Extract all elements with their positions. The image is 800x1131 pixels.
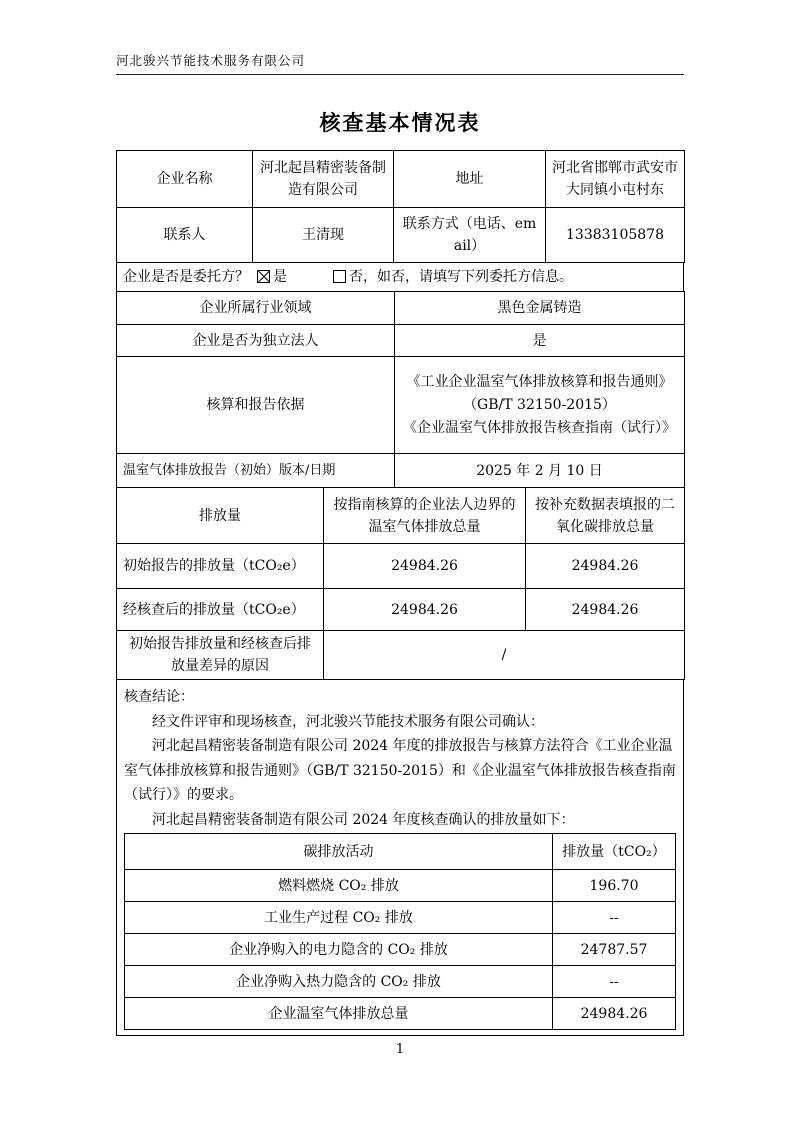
attributes-table bbox=[116, 291, 685, 488]
contact-label: 联系人 bbox=[117, 208, 253, 263]
delegate-question-table bbox=[116, 262, 684, 292]
initial-emission-guideline-value: 24984.26 bbox=[324, 544, 526, 589]
purchased-electricity-value: 24787.57 bbox=[553, 934, 676, 966]
table-row bbox=[117, 357, 685, 454]
table-row bbox=[125, 870, 676, 902]
verified-emission-guideline-value: 24984.26 bbox=[324, 589, 526, 631]
contact-method-label: 联系方式（电话、email） bbox=[394, 208, 546, 263]
industry-value: 黑色金属铸造 bbox=[395, 292, 685, 325]
verified-emission-supplementary-value: 24984.26 bbox=[526, 589, 685, 631]
legal-entity-value: 是 bbox=[395, 325, 685, 357]
industrial-process-label: 工业生产过程 CO₂ 排放 bbox=[125, 902, 553, 934]
checked-checkbox-icon bbox=[257, 270, 270, 283]
table-row bbox=[117, 292, 685, 325]
company-name-label: 企业名称 bbox=[117, 151, 253, 208]
delegate-yes-label: 是 bbox=[273, 269, 287, 285]
emissions-col2-header: 按指南核算的企业法人边界的温室气体排放总量 bbox=[324, 488, 526, 544]
contact-method-value: 13383105878 bbox=[546, 208, 685, 263]
unchecked-checkbox-icon bbox=[333, 270, 346, 283]
company-name-value: 河北起昌精密装备制造有限公司 bbox=[253, 151, 394, 208]
basic-info-table bbox=[116, 150, 685, 263]
page-number: 1 bbox=[395, 1042, 405, 1057]
total-ghg-label: 企业温室气体排放总量 bbox=[125, 998, 553, 1030]
table-row bbox=[125, 966, 676, 998]
initial-emission-supplementary-value: 24984.26 bbox=[526, 544, 685, 589]
table-row bbox=[117, 544, 685, 589]
fuel-combustion-value: 196.70 bbox=[553, 870, 676, 902]
table-row bbox=[125, 902, 676, 934]
amount-column-header: 排放量（tCO₂） bbox=[553, 834, 676, 870]
purchased-electricity-label: 企业净购入的电力隐含的 CO₂ 排放 bbox=[125, 934, 553, 966]
purchased-heat-label: 企业净购入热力隐含的 CO₂ 排放 bbox=[125, 966, 553, 998]
emissions-comparison-table bbox=[116, 487, 685, 680]
table-row bbox=[117, 680, 684, 1036]
difference-reason-value: / bbox=[324, 631, 685, 680]
table-row bbox=[125, 934, 676, 966]
industry-label: 企业所属行业领域 bbox=[117, 292, 395, 325]
conclusion-cell bbox=[117, 680, 684, 1036]
conclusion-paragraph: 河北起昌精密装备制造有限公司 2024 年度核查确认的排放量如下： bbox=[152, 811, 575, 828]
table-row bbox=[117, 454, 685, 488]
initial-emission-label: 初始报告的排放量（tCO₂e） bbox=[117, 544, 324, 589]
fuel-combustion-label: 燃料燃烧 CO₂ 排放 bbox=[125, 870, 553, 902]
table-header-row bbox=[125, 834, 676, 870]
conclusion-table bbox=[116, 679, 684, 1036]
legal-entity-label: 企业是否为独立法人 bbox=[117, 325, 395, 357]
verified-emission-label: 经核查后的排放量（tCO₂e） bbox=[117, 589, 324, 631]
table-row bbox=[117, 589, 685, 631]
report-version-label: 温室气体排放报告（初始）版本/日期 bbox=[117, 454, 395, 488]
emission-activity-table bbox=[124, 833, 676, 1030]
delegate-no-label: 否，如否，请填写下列委托方信息。 bbox=[349, 269, 573, 285]
page-title: 核查基本情况表 bbox=[319, 110, 481, 135]
emissions-col1-header: 排放量 bbox=[117, 488, 324, 544]
conclusion-paragraph: 经文件评审和现场核查，河北骏兴节能技术服务有限公司确认： bbox=[152, 713, 544, 730]
delegate-question-cell bbox=[117, 263, 684, 292]
difference-reason-label: 初始报告排放量和经核查后排放量差异的原因 bbox=[117, 631, 324, 680]
purchased-heat-value: -- bbox=[553, 966, 676, 998]
conclusion-paragraph: 河北起昌精密装备制造有限公司 2024 年度的排放报告与核算方法符合《工业企业温室气体排放核算和报告通则》（GB/T 32150-2015）和《企业温室气体排放报告核查指南（试行）》的要求。 bbox=[124, 738, 676, 803]
company-letterhead: 河北骏兴节能技术服务有限公司 bbox=[116, 51, 684, 75]
total-ghg-value: 24984.26 bbox=[553, 998, 676, 1030]
delegate-question-text: 企业是否是委托方？ bbox=[123, 269, 249, 285]
activity-column-header: 碳排放活动 bbox=[125, 834, 553, 870]
basis-value bbox=[395, 357, 685, 454]
emissions-col3-header: 按补充数据表填报的二氧化碳排放总量 bbox=[526, 488, 685, 544]
address-value: 河北省邯郸市武安市大同镇小屯村东 bbox=[546, 151, 685, 208]
table-row bbox=[117, 263, 684, 292]
contact-value: 王清现 bbox=[253, 208, 394, 263]
table-row bbox=[117, 151, 685, 208]
table-row bbox=[125, 998, 676, 1030]
basis-label: 核算和报告依据 bbox=[117, 357, 395, 454]
report-version-value: 2025 年 2 月 10 日 bbox=[395, 454, 685, 488]
table-header-row bbox=[117, 488, 685, 544]
basis-line-2: 《企业温室气体排放报告核查指南（试行）》 bbox=[403, 419, 676, 436]
basis-line-1: 《工业企业温室气体排放核算和报告通则》（GB/T 32150-2015） bbox=[406, 373, 673, 413]
conclusion-title: 核查结论： bbox=[124, 689, 194, 705]
verification-table bbox=[116, 150, 684, 1036]
industrial-process-value: -- bbox=[553, 902, 676, 934]
table-row bbox=[117, 631, 685, 680]
table-row bbox=[117, 325, 685, 357]
address-label: 地址 bbox=[394, 151, 546, 208]
table-row bbox=[117, 208, 685, 263]
